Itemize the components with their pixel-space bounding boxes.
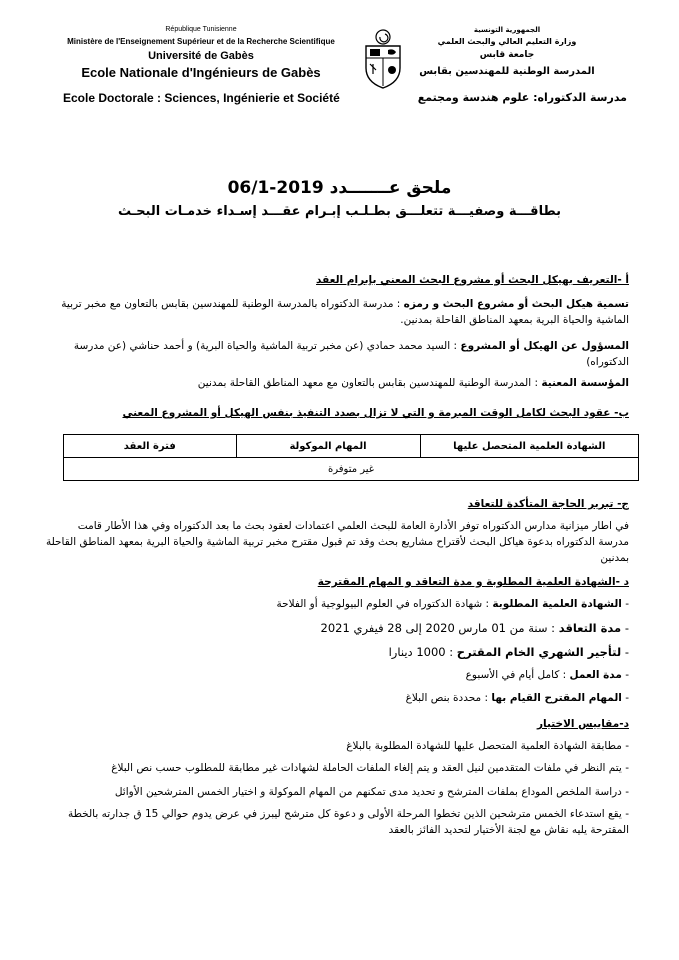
section-d-heading: د -الشهادة العلمية المطلوبة و مدة التعاقد و المهام المقترحة	[317, 576, 629, 588]
section-a-heading: أ -التعريف بهيكل البحث أو مشروع البحث المعني بإبرام العقد	[316, 274, 629, 286]
section-a-responsible	[44, 338, 629, 370]
list-item: - مطابقة الشهادة العلمية المتحصل عليها للشهادة المطلوبة بالبلاغ	[346, 740, 629, 752]
table-row	[64, 458, 639, 481]
section-a-naming	[44, 296, 629, 328]
header-ar-ministry: وزارة التعليم العالي والبحث العلمي	[437, 37, 577, 46]
contracts-table	[63, 434, 639, 481]
column-header: المهام الموكولة	[236, 435, 420, 458]
table-header-row	[64, 435, 639, 458]
list-item: - المهام المقترح القيام بها : محددة بنص البلاغ	[405, 692, 629, 704]
naming-label: تسمية هيكل البحث أو مشروع البحث و رمزه	[403, 298, 629, 310]
column-header: فترة العقد	[64, 435, 237, 458]
annex-title: ملحق عـــــــدد 2019-06/1	[227, 178, 452, 198]
header-ar-university: جامعة قابس	[479, 50, 535, 60]
header-fr-ministry: Ministère de l'Enseignement Supérieur et de la Recherche Scientifique	[67, 37, 335, 46]
card-title: بطاقـــة وصفيـــة تتعلـــق بطـلـب إبـرام عقـــد إسـداء خدمـات البحـث	[117, 204, 561, 219]
section-c-text: في اطار ميزانية مدارس الدكتوراه توفر الأدارة العامة للبحث العلمي اعتمادات لعقود بحث ما بعد الدكتوراه وفي هذا الأطار قامت مدرسة الدكتوراه بدعوة هياكل البحث لأقتراح مشاريع بحث وقد تم قبول مقترح مخبر تربية الماشية والحياة البرية بمعهد المناطق القاحلة بمدنين	[45, 520, 629, 564]
column-header: الشهادة العلمية المتحصل عليها	[420, 435, 639, 458]
header-fr-republic: République Tunisienne	[165, 26, 237, 33]
header-ar-republic: الجمهورية التونسية	[473, 26, 541, 34]
list-item: - دراسة الملخص الموداع بملفات المترشح و تحديد مدى تمكنهم من المهام الموكولة و اختيار الخمس المترشحين الأوائل	[114, 786, 629, 798]
list-item: - يتم النظر في ملفات المتقدمين لنيل العقد و يتم إلغاء الملفات الحاملة لشهادات غير مطابقة للمطلوب حسب نص البلاغ	[111, 762, 629, 774]
table-empty-cell: غير متوفرة	[64, 458, 639, 481]
responsible-label: المسؤول عن الهيكل أو المشروع	[460, 340, 629, 352]
header-fr-doctoral: Ecole Doctorale : Sciences, Ingénierie et Société	[63, 91, 340, 105]
list-item: - لتأجير الشهري الخام المقترح : 1000 دينارا	[388, 645, 629, 659]
section-c-heading: ج- تبرير الحاجة المتأكدة للتعاقد	[467, 498, 629, 510]
header-ar-doctoral: مدرسة الدكتوراه: علوم هندسة ومجتمع	[417, 91, 627, 104]
list-item: - مدة العمل : كامل أيام في الأسبوع	[465, 669, 629, 681]
header-fr-university: Université de Gabès	[148, 50, 254, 62]
section-e-heading: د-مقاييس الاختيار	[536, 718, 629, 730]
list-item: - يقع استدعاء الخمس مترشحين الذين تخطوا المرحلة الأولى و دعوة كل مترشح ليبرز في عرض يدوم حوالي 15 ق جدارته بالخطة المقترحة يليه نقاش مع لجنة الأختيار لتحديد الفائز بالعقد	[67, 808, 629, 836]
section-b-heading: ب- عقود البحث لكامل الوقت المبرمة و التي لا تزال بصدد التنفيذ بنفس الهيكل أو المشروع المعني	[122, 407, 629, 419]
institution-label: المؤسسة المعنية	[541, 377, 629, 389]
section-a-institution	[44, 375, 629, 391]
list-item: - الشهادة العلمية المطلوبة : شهادة الدكتوراه في العلوم البيولوجية أو الفلاحة	[276, 598, 629, 610]
header-ar-school: المدرسة الوطنية للمهندسين بقابس	[419, 66, 595, 77]
responsible-value: : السيد محمد حمادي (عن مخبر تربية الماشية والحياة البرية) و أحمد حناشي (عن مدرسة الدكتوراه)	[73, 340, 629, 368]
header-arabic	[387, 26, 627, 77]
naming-value: : مدرسة الدكتوراه بالمدرسة الوطنية للمهندسين بقابس بالتعاون مع مخبر تربية الماشية والحياة البرية بمعهد المناطق القاحلة بمدنين.	[61, 298, 629, 326]
institution-value: : المدرسة الوطنية للمهندسين بقابس بالتعاون مع معهد المناطق القاحلة بمدنين	[197, 377, 538, 389]
header-french	[56, 26, 346, 80]
header-fr-school: Ecole Nationale d'Ingénieurs de Gabès	[81, 65, 321, 80]
list-item: - مدة التعاقد : سنة من 01 مارس 2020 إلى 28 فيفري 2021	[320, 621, 629, 635]
